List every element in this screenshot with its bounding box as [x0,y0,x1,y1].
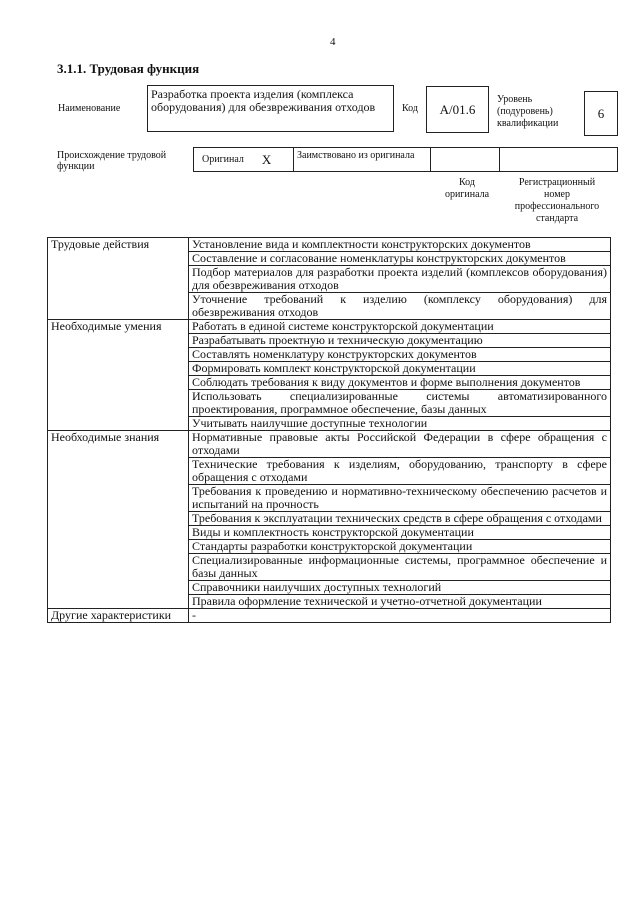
borrowed-label: Заимствовано из оригинала [294,148,431,171]
item-cell: Требования к эксплуатации технических средств в сфере обращения с отходами [189,512,611,526]
original-mark: X [261,152,272,167]
table-row [48,320,611,334]
code-label: Код [402,103,418,114]
qualification-level-label: Уровень (подуровень) квалификации [497,94,559,129]
item-cell: Подбор материалов для разработки проекта изделий (комплексов оборудования) для обезвреживания отходов [189,266,611,293]
item-cell: Виды и комплектность конструкторской документации [189,526,611,540]
table-row [48,431,611,458]
original-label: Оригинал [202,154,244,165]
item-cell: Правила оформление технической и учетно-отчетной документации [189,595,611,609]
reg-number-caption: Регистрационный номер профессионального стандарта [514,177,600,224]
origin-table [193,147,618,172]
item-cell: Составление и согласование номенклатуры конструкторских документов [189,252,611,266]
category-cell: Другие характеристики [48,609,189,623]
section-title: 3.1.1. Трудовая функция [57,61,200,76]
item-cell: - [189,609,611,623]
item-cell: Технические требования к изделиям, оборудованию, транспорту в сфере обращения с отходами [189,458,611,485]
item-cell: Соблюдать требования к виду документов и форме выполнения документов [189,376,611,390]
item-cell: Учитывать наилучшие доступные технологии [189,417,611,431]
category-cell: Необходимые умения [48,320,189,431]
code-original-caption: Код оригинала [444,177,490,200]
item-cell: Стандарты разработки конструкторской документации [189,540,611,554]
page-number: 4 [330,36,336,48]
item-cell: Требования к проведению и нормативно-техническому обеспечению расчетов и испытаний на прочность [189,485,611,512]
item-cell: Составлять номенклатуру конструкторских документов [189,348,611,362]
name-label: Наименование [58,103,121,114]
function-details-table [47,237,611,623]
origin-label: Происхождение трудовой функции [57,150,167,172]
table-row [48,609,611,623]
item-cell: Нормативные правовые акты Российской Федерации в сфере обращения с отходами [189,431,611,458]
original-cell [194,148,294,171]
item-cell: Установление вида и комплектности конструкторских документов [189,238,611,252]
item-cell: Справочники наилучших доступных технологий [189,581,611,595]
category-cell: Трудовые действия [48,238,189,320]
item-cell: Формировать комплект конструкторской документации [189,362,611,376]
reg-number-cell [500,148,617,171]
item-cell: Специализированные информационные системы, программное обеспечение и базы данных [189,554,611,581]
code-original-cell [431,148,500,171]
item-cell: Разрабатывать проектную и техническую документацию [189,334,611,348]
table-row [48,238,611,252]
item-cell: Использовать специализированные системы автоматизированного проектирования, программное обеспечение, базы данных [189,390,611,417]
function-code-value: A/01.6 [426,86,489,133]
function-name-value: Разработка проекта изделия (комплекса оборудования) для обезвреживания отходов [147,85,394,132]
item-cell: Уточнение требований к изделию (комплексу оборудования) для обезвреживания отходов [189,293,611,320]
item-cell: Работать в единой системе конструкторской документации [189,320,611,334]
qualification-level-value: 6 [584,91,618,136]
category-cell: Необходимые знания [48,431,189,609]
